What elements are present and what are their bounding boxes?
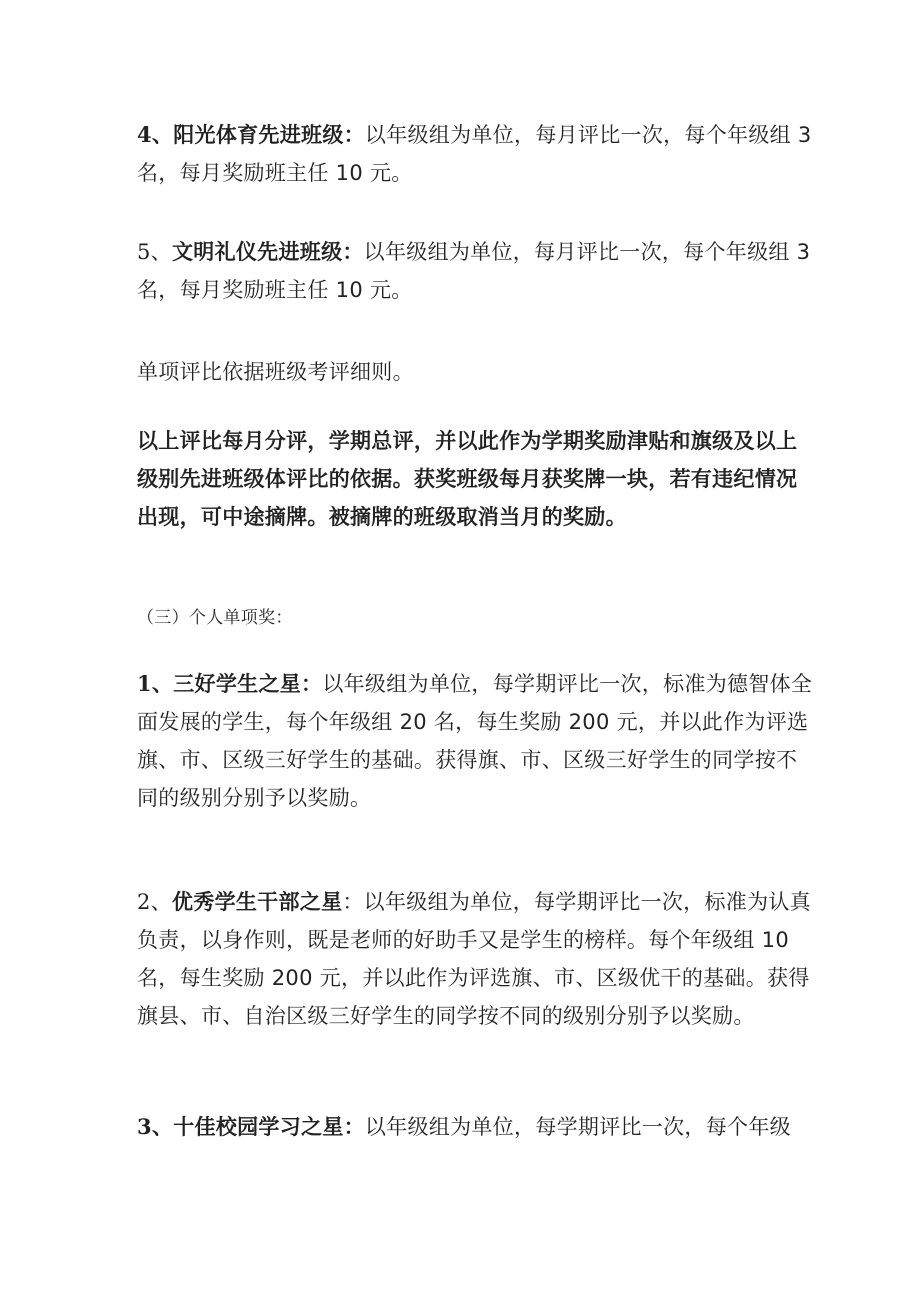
item-number: 1、	[137, 671, 174, 696]
paragraph-outstanding-cadre-star	[137, 883, 817, 1035]
item-title: 文明礼仪先进班级：	[171, 240, 364, 264]
paragraph-text: 单项评比依据班级考评细则。	[137, 360, 414, 384]
item-body: 以年级组为单位，每学期评比一次，标准为德智体全面发展的学生，每个年级组 20 名，每生奖励 200 元，并以此作为评选旗、市、区级三好学生的基础。获得旗、市、区级三好学生的同学按不同的级别分别予以奖励。	[137, 672, 813, 810]
item-title: 十佳校园学习之星：	[173, 1115, 365, 1139]
item-body: 以年级组为单位，每学期评比一次，每个年级	[364, 1115, 791, 1139]
paragraph-top-ten-learning-star	[137, 1108, 817, 1146]
section-heading-text: （三）个人单项奖：	[137, 608, 293, 628]
paragraph-text: 以上评比每月分评，学期总评，并以此作为学期奖励津贴和旗级及以上级别先进班级体评比的依据。获奖班级每月获奖牌一块，若有违纪情况出现，可中途摘牌。被摘牌的班级取消当月的奖励。	[137, 429, 798, 529]
paragraph-monthly-evaluation-rules	[137, 422, 817, 536]
item-number: 3、	[137, 1114, 174, 1139]
paragraph-evaluation-basis	[137, 353, 817, 391]
item-number: 2、	[137, 890, 172, 914]
paragraph-sunshine-sports-class	[137, 116, 817, 192]
item-title: 优秀学生干部之星	[171, 890, 343, 914]
item-title: 阳光体育先进班级：	[173, 123, 365, 147]
item-body: 以年级组为单位，每月评比一次，每个年级组 3 名，每月奖励班主任 10 元。	[137, 240, 811, 302]
paragraph-civility-etiquette-class	[137, 233, 817, 309]
item-body: 以年级组为单位，每月评比一次，每个年级组 3 名，每月奖励班主任 10 元。	[137, 123, 812, 185]
item-body: ：以年级组为单位，每学期评比一次，标准为认真负责，以身作则，既是老师的好助手又是学生的榜样。每个年级组 10 名，每生奖励 200 元，并以此作为评选旗、市、区级优干的基础。获得旗县、市、自治区级三好学生的同学按不同的级别分别予以奖励。	[137, 890, 811, 1028]
item-number: 4、	[137, 122, 174, 147]
paragraph-merit-student-star	[137, 665, 817, 817]
section-heading-individual-awards	[137, 603, 817, 633]
item-number: 5、	[137, 240, 172, 264]
item-title: 三好学生之星：	[173, 672, 323, 696]
